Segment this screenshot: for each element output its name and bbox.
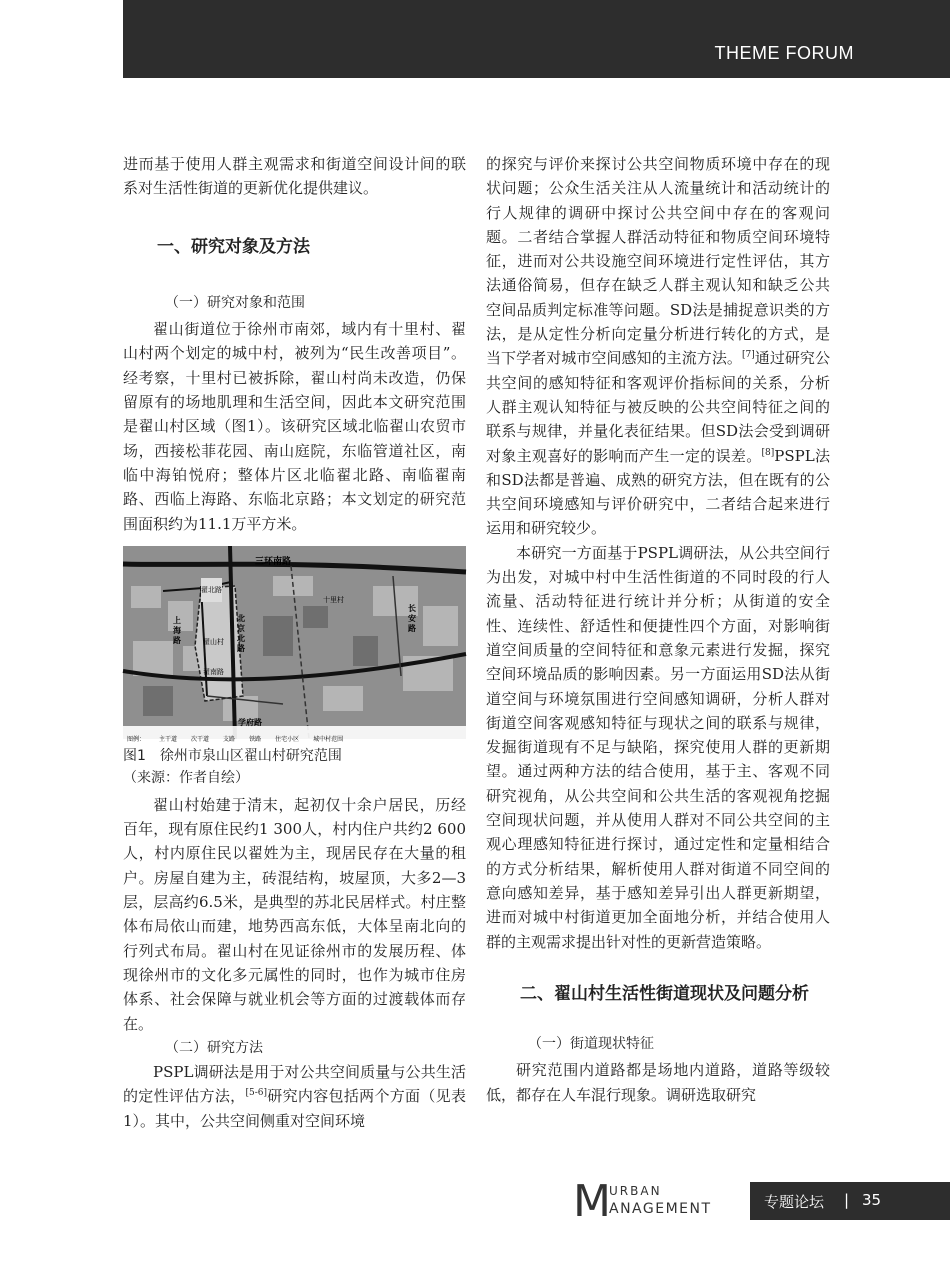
legend-item: 铁路 xyxy=(249,735,262,743)
right-column xyxy=(486,152,830,1107)
page-number: 35 xyxy=(862,1191,882,1209)
paragraph: 进而基于使用人群主观需求和街道空间设计间的联系对生活性街道的更新优化提供建议。 xyxy=(123,155,466,198)
figure-title: 图1 徐州市泉山区翟山村研究范围 xyxy=(123,747,342,764)
map-label-changan: 长安路 xyxy=(408,603,416,633)
text-span: PSPL调研法是用于对公共空间质量与公共生活的定性评估方法， xyxy=(123,1063,466,1106)
map-label-zhaishancun: 翟山村 xyxy=(203,637,224,646)
text-span: PSPL法和SD法都是普遍、成熟的研究方法，但在既有的公共空间环境感知与评价研究中，二者结合起来进行运用和研究较少。 xyxy=(486,446,830,538)
section-name: 专题论坛 xyxy=(764,1193,825,1211)
paragraph: 翟山村始建于清末，起初仅十余户居民，历经百年，现有原住民约1 300人，村内住户共约2 600人，村内原住民以翟姓为主，现居民存在大量的租户。房屋自建为主，砖混结构，坡屋顶，大多2—3层，层高约6.5米，是典型的苏北民居样式。村庄整体布局依山而建，地势西高东低，大体呈南北向的行列式布局。翟山村在见证徐州市的发展历程、体现徐州市的文化多元属性的同时，也作为城市住房体系、社会保障与就业机会等方面的过渡载体而存在。 xyxy=(123,795,466,1033)
legend-item: 城中村范围 xyxy=(313,735,344,743)
subsection-heading: （一）研究对象和范围 xyxy=(165,294,305,311)
paragraph xyxy=(486,152,830,541)
map-label-shanghai: 上海路 xyxy=(173,615,181,645)
text-span: 研究内容包括两个方面（见表1）。其中，公共空间侧重对空间环境 xyxy=(123,1087,466,1130)
logo-urban: URBAN xyxy=(609,1184,662,1198)
map-label-ring-road: 三环南路 xyxy=(255,556,292,567)
map-label-shilicun: 十里村 xyxy=(323,595,344,604)
paragraph: 本研究一方面基于PSPL调研法，从公共空间行为出发，对城中村中生活性街道的不同时段的行人流量、活动特征进行统计并分析；从街道的安全性、连续性、舒适性和便捷性四个方面，对影响街道空间质量的空间特征和意象元素进行发掘，探究空间环境品质的影响因素。另一方面运用SD法从街道空间与环境氛围进行空间感知调研，分析人群对街道空间客观感知特征与现状之间的联系与规律，发掘街道现有不足与缺陷，探究使用人群的更新期望。通过两种方法的结合使用，基于主、客观不同研究视角，从公共空间和公共生活的客观视角挖掘空间现状问题，并从使用人群对不同公共空间的主观心理感知特征进行探讨，通过定性和定量相结合的方式分析结果，解析使用人群对街道不同空间的意向感知差异，基于感知差异引出人群更新期望，进而对城中村街道更加全面地分析，并结合使用人群的主观需求提出针对性的更新营造策略。 xyxy=(486,543,830,951)
subsection-heading: （一）街道现状特征 xyxy=(528,1036,654,1053)
header-bar xyxy=(123,0,950,78)
theme-forum-label: THEME FORUM xyxy=(714,43,854,63)
legend-item: 支路 xyxy=(223,735,236,743)
citation: [8] xyxy=(761,447,775,458)
paragraph: 翟山街道位于徐州市南郊，域内有十里村、翟山村两个划定的城中村，被列为“民生改善项目”。经考察，十里村已被拆除，翟山村尚未改造，仍保留原有的场地肌理和生活空间，因此本文研究范围是翟山村区域（图1）。该研究区域北临翟山农贸市场，西接松菲花园、南山庭院，东临管道社区，南临中海铂悦府；整体片区北临翟北路、南临翟南路、西临上海路、东临北京路；本文划定的研究范围面积约为11.1万平方米。 xyxy=(123,320,466,533)
footer xyxy=(573,1176,950,1227)
paragraph xyxy=(123,1060,466,1133)
citation: [5-6] xyxy=(245,1088,267,1099)
section-heading-1: 一、研究对象及方法 xyxy=(157,236,310,257)
map-figure xyxy=(123,546,466,743)
legend-item: 次干道 xyxy=(191,735,210,743)
text-span: 的探究与评价来探讨公共空间物质环境中存在的现状问题；公众生活关注从人流量统计和活动统计的行人规律的调研中探讨公共空间中存在的客观问题。二者结合掌握人群活动特征和物质空间环境特征，进而对公共设施空间环境进行定性评估，其方法通俗简易，但存在缺乏人群主观认知和缺乏公共空间品质判定标准等问题。SD法是捕捉意识类的方法，是从定性分析向定量分析进行转化的方式，是当下学者对城市空间感知的主流方法。 xyxy=(486,155,830,368)
footer-divider: | xyxy=(844,1191,850,1209)
map-label-zhaibei: 翟北路 xyxy=(201,578,222,602)
map-label-beijing: 北京北路 xyxy=(237,613,245,653)
figure-source: （来源：作者自绘） xyxy=(123,769,249,786)
text-span: 通过研究公共空间的感知特征和客观评价指标间的关系，分析人群主观认知特征与被反映的公共空间特征之间的联系与规律，并量化表征结果。但SD法会受到调研对象主观喜好的影响而产生一定的误差。 xyxy=(486,349,830,465)
map-label-zhainan: 翟南路 xyxy=(203,667,224,676)
legend-title: 图例： xyxy=(127,735,146,743)
paragraph: 研究范围内道路都是场地内道路，道路等级较低，都存在人车混行现象。调研选取研究 xyxy=(486,1061,830,1104)
footer-bar xyxy=(750,1182,950,1220)
section-heading-2: 二、翟山村生活性街道现状及问题分析 xyxy=(520,983,809,1004)
logo-management: ANAGEMENT xyxy=(609,1201,712,1217)
left-column xyxy=(123,152,466,1133)
legend-item: 主干道 xyxy=(159,735,178,743)
legend-item: 住宅小区 xyxy=(275,735,300,743)
urban-management-logo xyxy=(573,1176,753,1227)
map-legend xyxy=(127,728,466,752)
citation: [7] xyxy=(741,350,755,361)
map-label-xuefu: 学府路 xyxy=(238,717,262,727)
subsection-heading: （二）研究方法 xyxy=(165,1039,263,1056)
logo-m: M xyxy=(573,1176,611,1227)
